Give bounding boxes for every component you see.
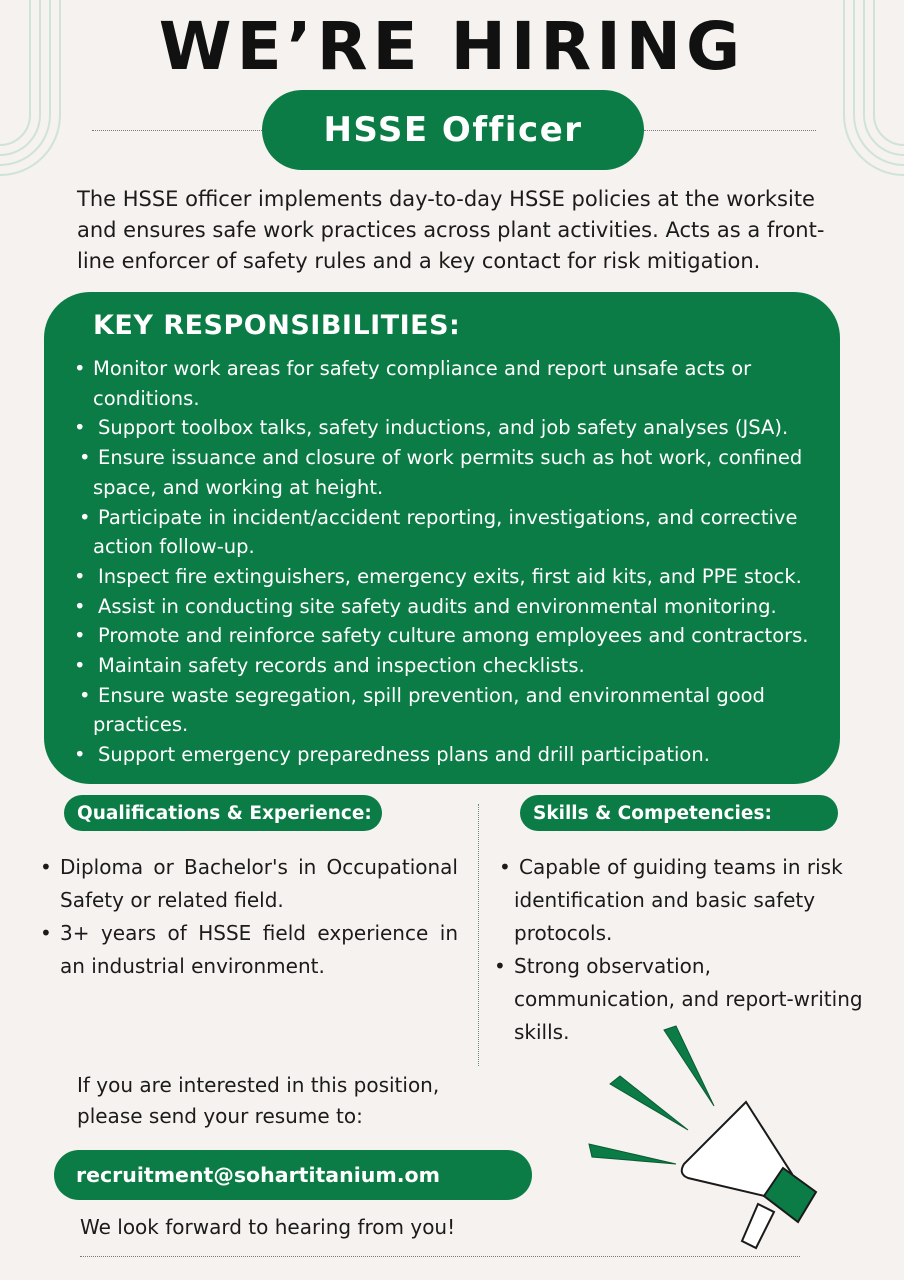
qualifications-heading: Qualifications & Experience: — [64, 795, 382, 831]
skills-list — [514, 851, 874, 1049]
responsibilities-list — [93, 354, 833, 770]
job-summary: The HSSE officer implements day-to-day HSSE policies at the worksite and ensures safe work practices across plant activities. Acts as a front-line enforcer of safety rules and a key contact for risk mitigation. — [77, 187, 825, 273]
page-title: WE’RE HIRING — [158, 8, 746, 85]
megaphone-icon — [578, 1024, 828, 1259]
list-item: • Ensure waste segregation, spill prevention, and environmental good practices. — [93, 681, 833, 740]
email-link[interactable]: recruitment@sohartitanium.om — [54, 1150, 532, 1200]
job-title-badge: HSSE Officer — [262, 90, 644, 170]
list-item: • Promote and reinforce safety culture among employees and contractors. — [93, 621, 833, 651]
closing-text: We look forward to hearing from you! — [80, 1215, 456, 1239]
list-item: • Participate in incident/accident reporting, investigations, and corrective action follow-up. — [93, 503, 833, 562]
list-item: • Capable of guiding teams in risk identification and basic safety protocols. — [514, 851, 874, 950]
qualifications-list — [60, 851, 458, 983]
contact-instructions — [77, 1070, 497, 1132]
list-item: • Strong observation, communication, and report-writing skills. — [514, 950, 874, 1049]
list-item: • 3+ years of HSSE field experience in an industrial environment. — [60, 917, 458, 983]
divider-left — [92, 130, 264, 131]
list-item: • Support emergency preparedness plans and drill participation. — [93, 740, 833, 770]
list-item: • Diploma or Bachelor's in Occupational Safety or related field. — [60, 851, 458, 917]
contact-line-2: please send your resume to: — [77, 1104, 363, 1128]
responsibilities-heading: KEY RESPONSIBILITIES: — [93, 310, 461, 341]
list-item: • Assist in conducting site safety audits and environmental monitoring. — [93, 592, 833, 622]
responsibilities-panel — [44, 292, 840, 784]
list-item: • Maintain safety records and inspection checklists. — [93, 651, 833, 681]
contact-line-1: If you are interested in this position, — [77, 1073, 440, 1097]
list-item: • Ensure issuance and closure of work permits such as hot work, confined space, and working at height. — [93, 443, 833, 502]
list-item: • Monitor work areas for safety compliance and report unsafe acts or conditions. — [93, 354, 833, 413]
list-item: • Inspect fire extinguishers, emergency exits, first aid kits, and PPE stock. — [93, 562, 833, 592]
skills-heading: Skills & Competencies: — [520, 795, 838, 831]
column-divider — [478, 804, 479, 1066]
divider-right — [644, 130, 816, 131]
list-item: • Support toolbox talks, safety inductions, and job safety analyses (JSA). — [93, 413, 833, 443]
